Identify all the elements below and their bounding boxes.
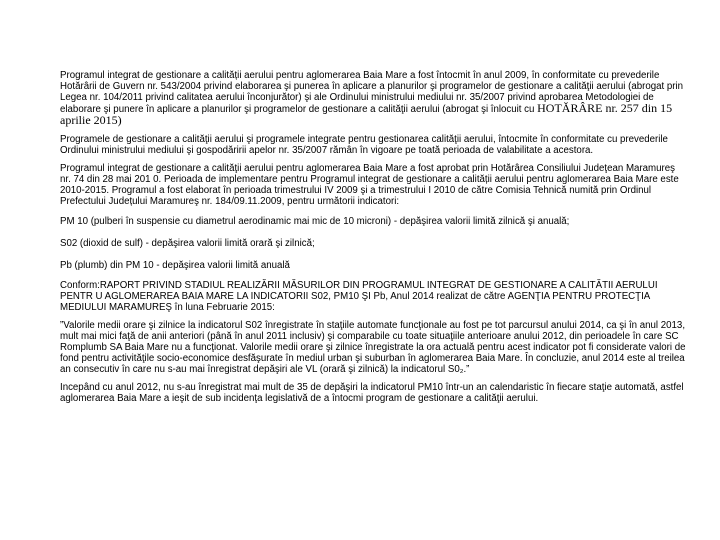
paragraph-program-history-tail: HOTĂRÂRE nr. 257 din 15 aprilie 2015) <box>60 101 673 127</box>
paragraph-report-reference: Conform:RAPORT PRIVIND STADIUL REALIZĂRII MĂSURILOR DIN PROGRAMUL INTEGRAT DE GESTIONARE A CALITĂTII AERULUI PENTR U AGLOMERAREA BAIA MARE LA INDICATORII S02, PM10 ŞI Pb, Anul 2014 realizat de către AGENŢIA PENTRU PROTECŢIA MEDIULUI MARAMUREŞ în luna Februarie 2015: <box>60 280 658 313</box>
paragraph-program-approval: Programul integrat de gestionare a calităţii aerului pentru aglomerarea Baia Mare a fost aprobat prin Hotărârea Consiliului Judeţean Maramureş nr. 74 din 28 mai 201 0. Perioada de implementare pentru Programul integrat de gestionare a calității aerului pentru aglomerarea Baia Mare este 2010-2015. Programul a fost elaborat în perioada trimestrului IV 2009 şi a trimestrului I 2010 de către Comisia Tehnică numită prin Ordinul Prefectului Județului Maramureş nr. 184/09.11.2009, pentru următorii indicatori: <box>60 163 679 207</box>
paragraph-program-history-text: Programul integrat de gestionare a calității aerului pentru aglomerarea Baia Mare a fost întocmit în anul 2009, în conformitate cu prevederile Hotărârii de Guvern nr. 543/2004 privind elaborarea şi punerea în aplicare a planurilor şi programelor de gestionare a calităţii aerului (abrogat prin Legea nr. 104/2011 privind calitatea aerului înconjurător) şi ale Ordinului ministrului mediului nr. 35/2007 privind aprobarea Metodologiei de elaborare şi punere în aplicare a planurilor şi programelor de gestionare a calităţii aerului (abrogat şi înlocuit cu <box>60 70 684 115</box>
paragraph-report-quote: ”Valorile medii orare şi zilnice la indicatorul S02 înregistrate în staţiile automate funcţionale au fost pe tot parcursul anului 2014, ca şi în anul 2013, mult mai mici faţă de anii anteriori (până în anul 2011 inclusiv) şi comparabile cu toate situaţiile anterioare anului 2012, din perioadele în care SC Romplumb SA Baia Mare nu a funcţionat. Valorile medii orare şi zilnice înregistrate la ora actuală pentru acest indicator pot fi considerate valori de fond pentru activităţile socio-economice desfăşurate în mediul urban şi suburban în aglomerarea Baia Mare. În concluzie, anul 2014 este al treilea an consecutiv în care nu s-au mai înregistrat depăşiri ale VL (orară şi zilnică) la indicatorul S0₂.” <box>60 320 686 375</box>
paragraph-program-history <box>60 70 688 127</box>
paragraph-conclusion: Incepând cu anul 2012, nu s-au înregistrat mai mult de 35 de depăşiri la indicatorul PM10 într-un an calendaristic în fiecare staţie automată, astfel aglomerarea Baia Mare a ieşit de sub incidenţa legislativă de a întocmi program de gestionare a calităţii aerului. <box>60 382 684 404</box>
indicator-so2: S02 (dioxid de sulf) - depăşirea valorii limită orară şi zilnică; <box>60 238 315 249</box>
indicator-pb: Pb (plumb) din PM 10 - depăşirea valorii limită anuală <box>60 260 290 271</box>
paragraph-programs-validity: Programele de gestionare a calităţii aerului şi programele integrate pentru gestionarea calităţii aerului, întocmite în conformitate cu prevederile Ordinului ministrului mediului şi gospodăririi apelor nr. 35/2007 rămân în vigoare pe toată perioada de valabilitate a acestora. <box>60 134 668 156</box>
document-body <box>60 70 688 410</box>
indicator-pm10: PM 10 (pulberi în suspensie cu diametrul aerodinamic mai mic de 10 microni) - depăşirea valorii limită zilnică şi anuală; <box>60 216 570 227</box>
